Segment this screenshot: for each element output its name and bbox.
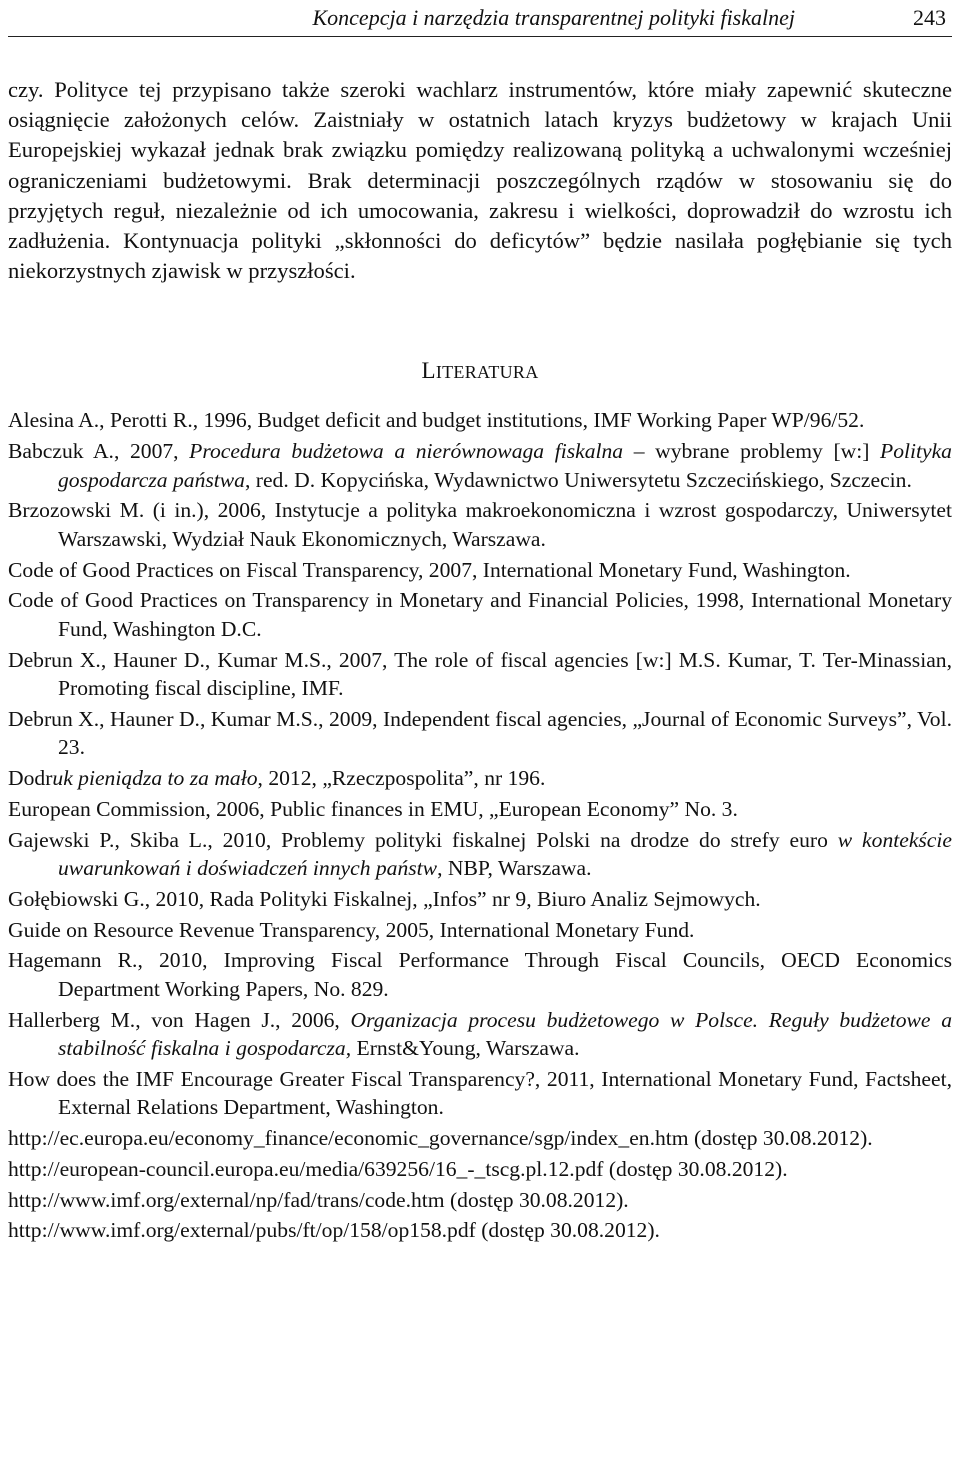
reference-text: Gajewski P., Skiba L., 2010, Problemy polityki fiskalnej Polski na drodze do strefy euro [8,827,838,852]
reference-text: Code of Good Practices on Transparency in Monetary and Financial Policies, 1998, International Monetary Fund, Washington D.C. [8,588,952,641]
reference-text: Brzozowski M. (i in.), 2006, Instytucje a polityka makroekonomiczna i wzrost gospodarczy, Uniwersytet Warszawski, Wydział Nauk Ekonomicznych, Warszawa. [8,498,952,551]
reference-list [8,406,952,1244]
reference-text: Gołębiowski G., 2010, Rada Polityki Fiskalnej, „Infos” nr 9, Biuro Analiz Sejmowych. [8,886,761,911]
reference-text: , 2012, „Rzeczpospolita”, nr 196. [257,766,546,791]
reference-text: Debrun X., Hauner D., Kumar M.S., 2007, The role of fiscal agencies [w:] M.S. Kumar, T. Ter-Minassian, Promoting fiscal discipline, IMF. [8,647,952,701]
reference-text: Alesina A., Perotti R., 1996, Budget deficit and budget institutions, IMF Working Paper WP/96/52. [8,408,865,433]
reference-text: Debrun X., Hauner D., Kumar M.S., 2009, Independent fiscal agencies, „Journal of Economic Surveys”, Vol. 23. [8,706,952,760]
running-header [8,0,952,37]
reference-title-italic: Polityka gospodarcza państwa [58,439,952,492]
reference-text: http://ec.europa.eu/economy_finance/economic_governance/sgp/index_en.htm (dostęp 30.08.2012). [8,1126,873,1151]
reference-text: , red. D. Kopycińska, Wydawnictwo Uniwersytetu Szczecińskiego, Szczecin. [244,467,912,492]
reference-text: Code of Good Practices on Fiscal Transparency, 2007, International Monetary Fund, Washington. [8,557,851,582]
running-title: Koncepcja i narzędzia transparentnej polityki fiskalnej [312,5,795,30]
reference-text: How does the IMF Encourage Greater Fiscal Transparency?, 2011, International Monetary Fund, Factsheet, External Relations Department, Washington. [8,1066,952,1120]
heading-rest: ITERATURA [435,362,539,383]
reference-entry [8,1216,952,1244]
reference-text: http://european-council.europa.eu/media/639256/16_-_tscg.pl.12.pdf (dostęp 30.08.2012). [8,1156,788,1181]
reference-entry [8,556,952,584]
reference-entry [8,795,952,823]
reference-text: Hallerberg M., von Hagen J., 2006, [8,1007,351,1032]
reference-entry [8,1065,952,1122]
reference-entry [8,764,952,792]
reference-text: – wybrane problemy [w:] [623,439,881,464]
page-number: 243 [913,5,946,30]
reference-entry [8,1186,952,1214]
body-paragraph: czy. Polityce tej przypisano także szeroki wachlarz instrumentów, które miały zapewnić skuteczne osiągnięcie założonych celów. Zaistniały w ostatnich latach kryzys budżetowy w krajach Unii Europejskiej wykazał jednak brak związku pomiędzy realizowaną polityką a uchwalonymi wcześniej ograniczeniami budżetowymi. Brak determinacji poszczególnych rządów w stosowaniu się do przyjętych reguł, niezależnie od ich umocowania, zakresu i wielkości, doprowadził do wzrostu ich zadłużenia. Kontynuacja polityki „skłonności do deficytów” będzie nasilała pogłębianie się tych niekorzystnych zjawisk w przyszłości. [8,77,952,284]
reference-entry [8,916,952,944]
reference-text: http://www.imf.org/external/pubs/ft/op/158/op158.pdf (dostęp 30.08.2012). [8,1218,660,1243]
reference-text: European Commission, 2006, Public finances in EMU, „European Economy” No. 3. [8,796,738,821]
reference-text: Hagemann R., 2010, Improving Fiscal Performance Through Fiscal Councils, OECD Economics Department Working Papers, No. 829. [8,948,952,1001]
heading-initial: L [421,358,436,384]
reference-entry [8,1006,952,1063]
reference-title-italic: Procedura budżetowa a nierównowaga fiskalna [189,439,624,464]
reference-entry [8,586,952,643]
reference-text: , NBP, Warszawa. [437,856,592,881]
reference-text: Ernst&Young, Warszawa. [351,1036,580,1061]
reference-entry [8,885,952,913]
reference-entry [8,496,952,553]
reference-title-italic: w kontekście uwarunkowań i doświadczeń innych państw [58,827,952,881]
reference-entry [8,1155,952,1183]
reference-entry [8,646,952,703]
reference-title-italic: uk pieniądza to za mało [52,766,258,791]
reference-entry [8,705,952,762]
reference-text: http://www.imf.org/external/np/fad/trans/code.htm (dostęp 30.08.2012). [8,1187,629,1212]
literature-heading [8,358,952,384]
reference-text: Babczuk A., 2007, [8,439,190,464]
reference-entry [8,826,952,883]
reference-entry [8,1124,952,1152]
reference-entry [8,946,952,1003]
reference-entry [8,406,952,434]
reference-title-italic: Organizacja procesu budżetowego w Polsce. Reguły budżetowe a stabilność fiskalna i gospodarcza, [58,1007,952,1061]
reference-text: Guide on Resource Revenue Transparency, 2005, International Monetary Fund. [8,917,695,942]
reference-text: Dodr [8,766,53,791]
reference-entry [8,437,952,494]
